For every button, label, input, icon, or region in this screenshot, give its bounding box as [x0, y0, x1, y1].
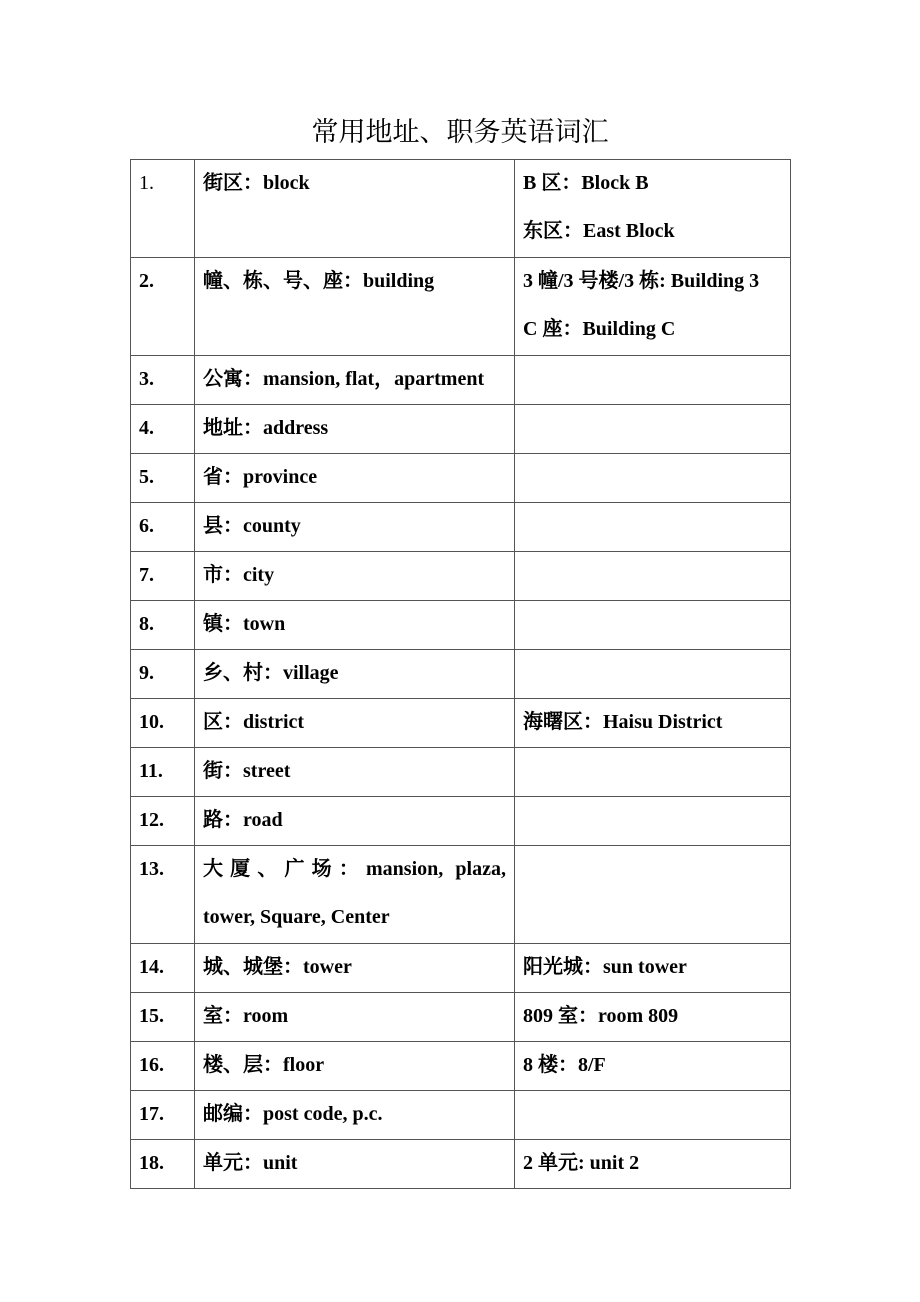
- table-row: [131, 1140, 791, 1189]
- table-row: [131, 846, 791, 944]
- row-number-cell: 1.: [131, 160, 195, 258]
- term-cell: 大厦、广场：mansion, plaza, tower, Square, Center: [195, 846, 515, 944]
- table-row: [131, 1042, 791, 1091]
- table-row: [131, 699, 791, 748]
- example-cell: 2 单元: unit 2: [515, 1140, 791, 1189]
- row-number-cell: 14.: [131, 944, 195, 993]
- example-cell: [515, 748, 791, 797]
- term-cell: 街：street: [195, 748, 515, 797]
- table-row: [131, 1091, 791, 1140]
- table-row: [131, 356, 791, 405]
- row-number-cell: 3.: [131, 356, 195, 405]
- row-number-cell: 13.: [131, 846, 195, 944]
- term-cell: 市：city: [195, 552, 515, 601]
- example-cell: 海曙区：Haisu District: [515, 699, 791, 748]
- example-cell: 809 室：room 809: [515, 993, 791, 1042]
- row-number-cell: 6.: [131, 503, 195, 552]
- example-cell: [515, 454, 791, 503]
- row-number-cell: 18.: [131, 1140, 195, 1189]
- page-title: 常用地址、职务英语词汇: [311, 117, 609, 147]
- table-row: [131, 454, 791, 503]
- table-row: [131, 258, 791, 356]
- term-cell: 区：district: [195, 699, 515, 748]
- example-cell: [515, 846, 791, 944]
- table-row: [131, 993, 791, 1042]
- table-row: [131, 503, 791, 552]
- term-cell: 邮编：post code, p.c.: [195, 1091, 515, 1140]
- term-cell: 街区：block: [195, 160, 515, 258]
- table-row: [131, 650, 791, 699]
- table-row: [131, 601, 791, 650]
- table-row: [131, 160, 791, 258]
- term-cell: 乡、村：village: [195, 650, 515, 699]
- example-cell: [515, 1091, 791, 1140]
- example-cell: 3 幢/3 号楼/3 栋: Building 3 C 座：Building C: [515, 258, 791, 356]
- table-row: [131, 552, 791, 601]
- example-cell: B 区：Block B 东区：East Block: [515, 160, 791, 258]
- row-number-cell: 8.: [131, 601, 195, 650]
- vocabulary-table: [130, 159, 791, 1189]
- term-cell: 单元：unit: [195, 1140, 515, 1189]
- example-cell: [515, 552, 791, 601]
- row-number-cell: 9.: [131, 650, 195, 699]
- table-row: [131, 405, 791, 454]
- example-cell: [515, 356, 791, 405]
- example-cell: [515, 650, 791, 699]
- row-number-cell: 15.: [131, 993, 195, 1042]
- term-cell: 幢、栋、号、座：building: [195, 258, 515, 356]
- row-number-cell: 7.: [131, 552, 195, 601]
- table-row: [131, 748, 791, 797]
- row-number-cell: 5.: [131, 454, 195, 503]
- row-number-cell: 10.: [131, 699, 195, 748]
- term-cell: 地址：address: [195, 405, 515, 454]
- row-number-cell: 11.: [131, 748, 195, 797]
- row-number-cell: 16.: [131, 1042, 195, 1091]
- term-cell: 公寓：mansion, flat，apartment: [195, 356, 515, 405]
- example-cell: 8 楼：8/F: [515, 1042, 791, 1091]
- example-cell: [515, 503, 791, 552]
- table-row: [131, 944, 791, 993]
- example-cell: [515, 601, 791, 650]
- term-cell: 楼、层：floor: [195, 1042, 515, 1091]
- example-cell: [515, 405, 791, 454]
- row-number-cell: 12.: [131, 797, 195, 846]
- example-cell: 阳光城：sun tower: [515, 944, 791, 993]
- table-row: [131, 797, 791, 846]
- term-cell: 室：room: [195, 993, 515, 1042]
- row-number-cell: 2.: [131, 258, 195, 356]
- term-cell: 城、城堡：tower: [195, 944, 515, 993]
- term-cell: 路：road: [195, 797, 515, 846]
- term-cell: 县：county: [195, 503, 515, 552]
- term-cell: 镇：town: [195, 601, 515, 650]
- row-number-cell: 4.: [131, 405, 195, 454]
- term-cell: 省：province: [195, 454, 515, 503]
- example-cell: [515, 797, 791, 846]
- row-number-cell: 17.: [131, 1091, 195, 1140]
